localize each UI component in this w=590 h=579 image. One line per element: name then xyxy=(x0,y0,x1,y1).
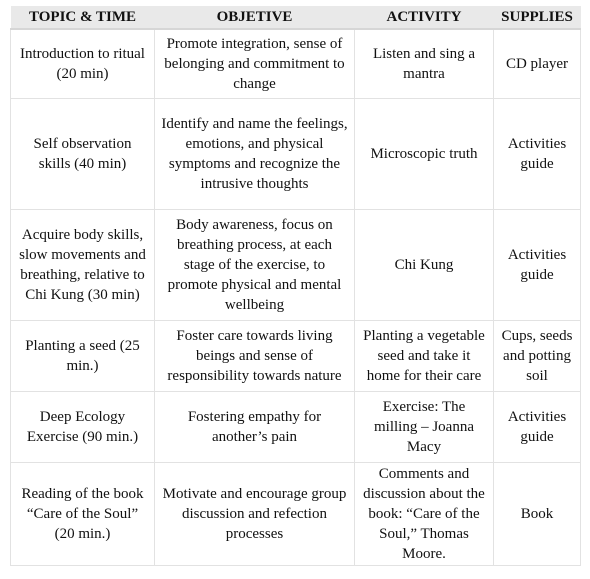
cell-objective: Motivate and encourage group discussion and refection processes xyxy=(155,463,355,566)
cell-supplies: CD player xyxy=(494,29,581,99)
cell-topic: Planting a seed (25 min.) xyxy=(11,321,155,392)
header-topic-time: TOPIC & TIME xyxy=(11,6,155,29)
cell-supplies: Cups, seeds and potting soil xyxy=(494,321,581,392)
cell-activity: Listen and sing a mantra xyxy=(355,29,494,99)
cell-supplies: Activities guide xyxy=(494,210,581,321)
table-body xyxy=(11,29,581,566)
table-row xyxy=(11,463,581,566)
table-row xyxy=(11,210,581,321)
workshop-table xyxy=(10,6,581,566)
cell-objective: Body awareness, focus on breathing process, at each stage of the exercise, to promote physical and mental wellbeing xyxy=(155,210,355,321)
cell-activity: Exercise: The milling – Joanna Macy xyxy=(355,392,494,463)
cell-activity: Planting a vegetable seed and take it home for their care xyxy=(355,321,494,392)
cell-topic: Reading of the book “Care of the Soul” (20 min.) xyxy=(11,463,155,566)
table-row xyxy=(11,99,581,210)
cell-activity: Chi Kung xyxy=(355,210,494,321)
table-row xyxy=(11,321,581,392)
table-header xyxy=(11,6,581,29)
cell-activity: Microscopic truth xyxy=(355,99,494,210)
cell-activity: Comments and discussion about the book: “Care of the Soul,” Thomas Moore. xyxy=(355,463,494,566)
cell-supplies: Book xyxy=(494,463,581,566)
header-row xyxy=(11,6,581,29)
cell-objective: Promote integration, sense of belonging and commitment to change xyxy=(155,29,355,99)
header-objective: OBJETIVE xyxy=(155,6,355,29)
cell-topic: Self observation skills (40 min) xyxy=(11,99,155,210)
cell-objective: Fostering empathy for another’s pain xyxy=(155,392,355,463)
cell-topic: Acquire body skills, slow movements and breathing, relative to Chi Kung (30 min) xyxy=(11,210,155,321)
table-row xyxy=(11,392,581,463)
header-supplies: SUPPLIES xyxy=(494,6,581,29)
cell-objective: Foster care towards living beings and sense of responsibility towards nature xyxy=(155,321,355,392)
cell-objective: Identify and name the feelings, emotions, and physical symptoms and recognize the intrusive thoughts xyxy=(155,99,355,210)
cell-topic: Introduction to ritual (20 min) xyxy=(11,29,155,99)
cell-topic: Deep Ecology Exercise (90 min.) xyxy=(11,392,155,463)
header-activity: ACTIVITY xyxy=(355,6,494,29)
cell-supplies: Activities guide xyxy=(494,99,581,210)
table-row xyxy=(11,29,581,99)
cell-supplies: Activities guide xyxy=(494,392,581,463)
